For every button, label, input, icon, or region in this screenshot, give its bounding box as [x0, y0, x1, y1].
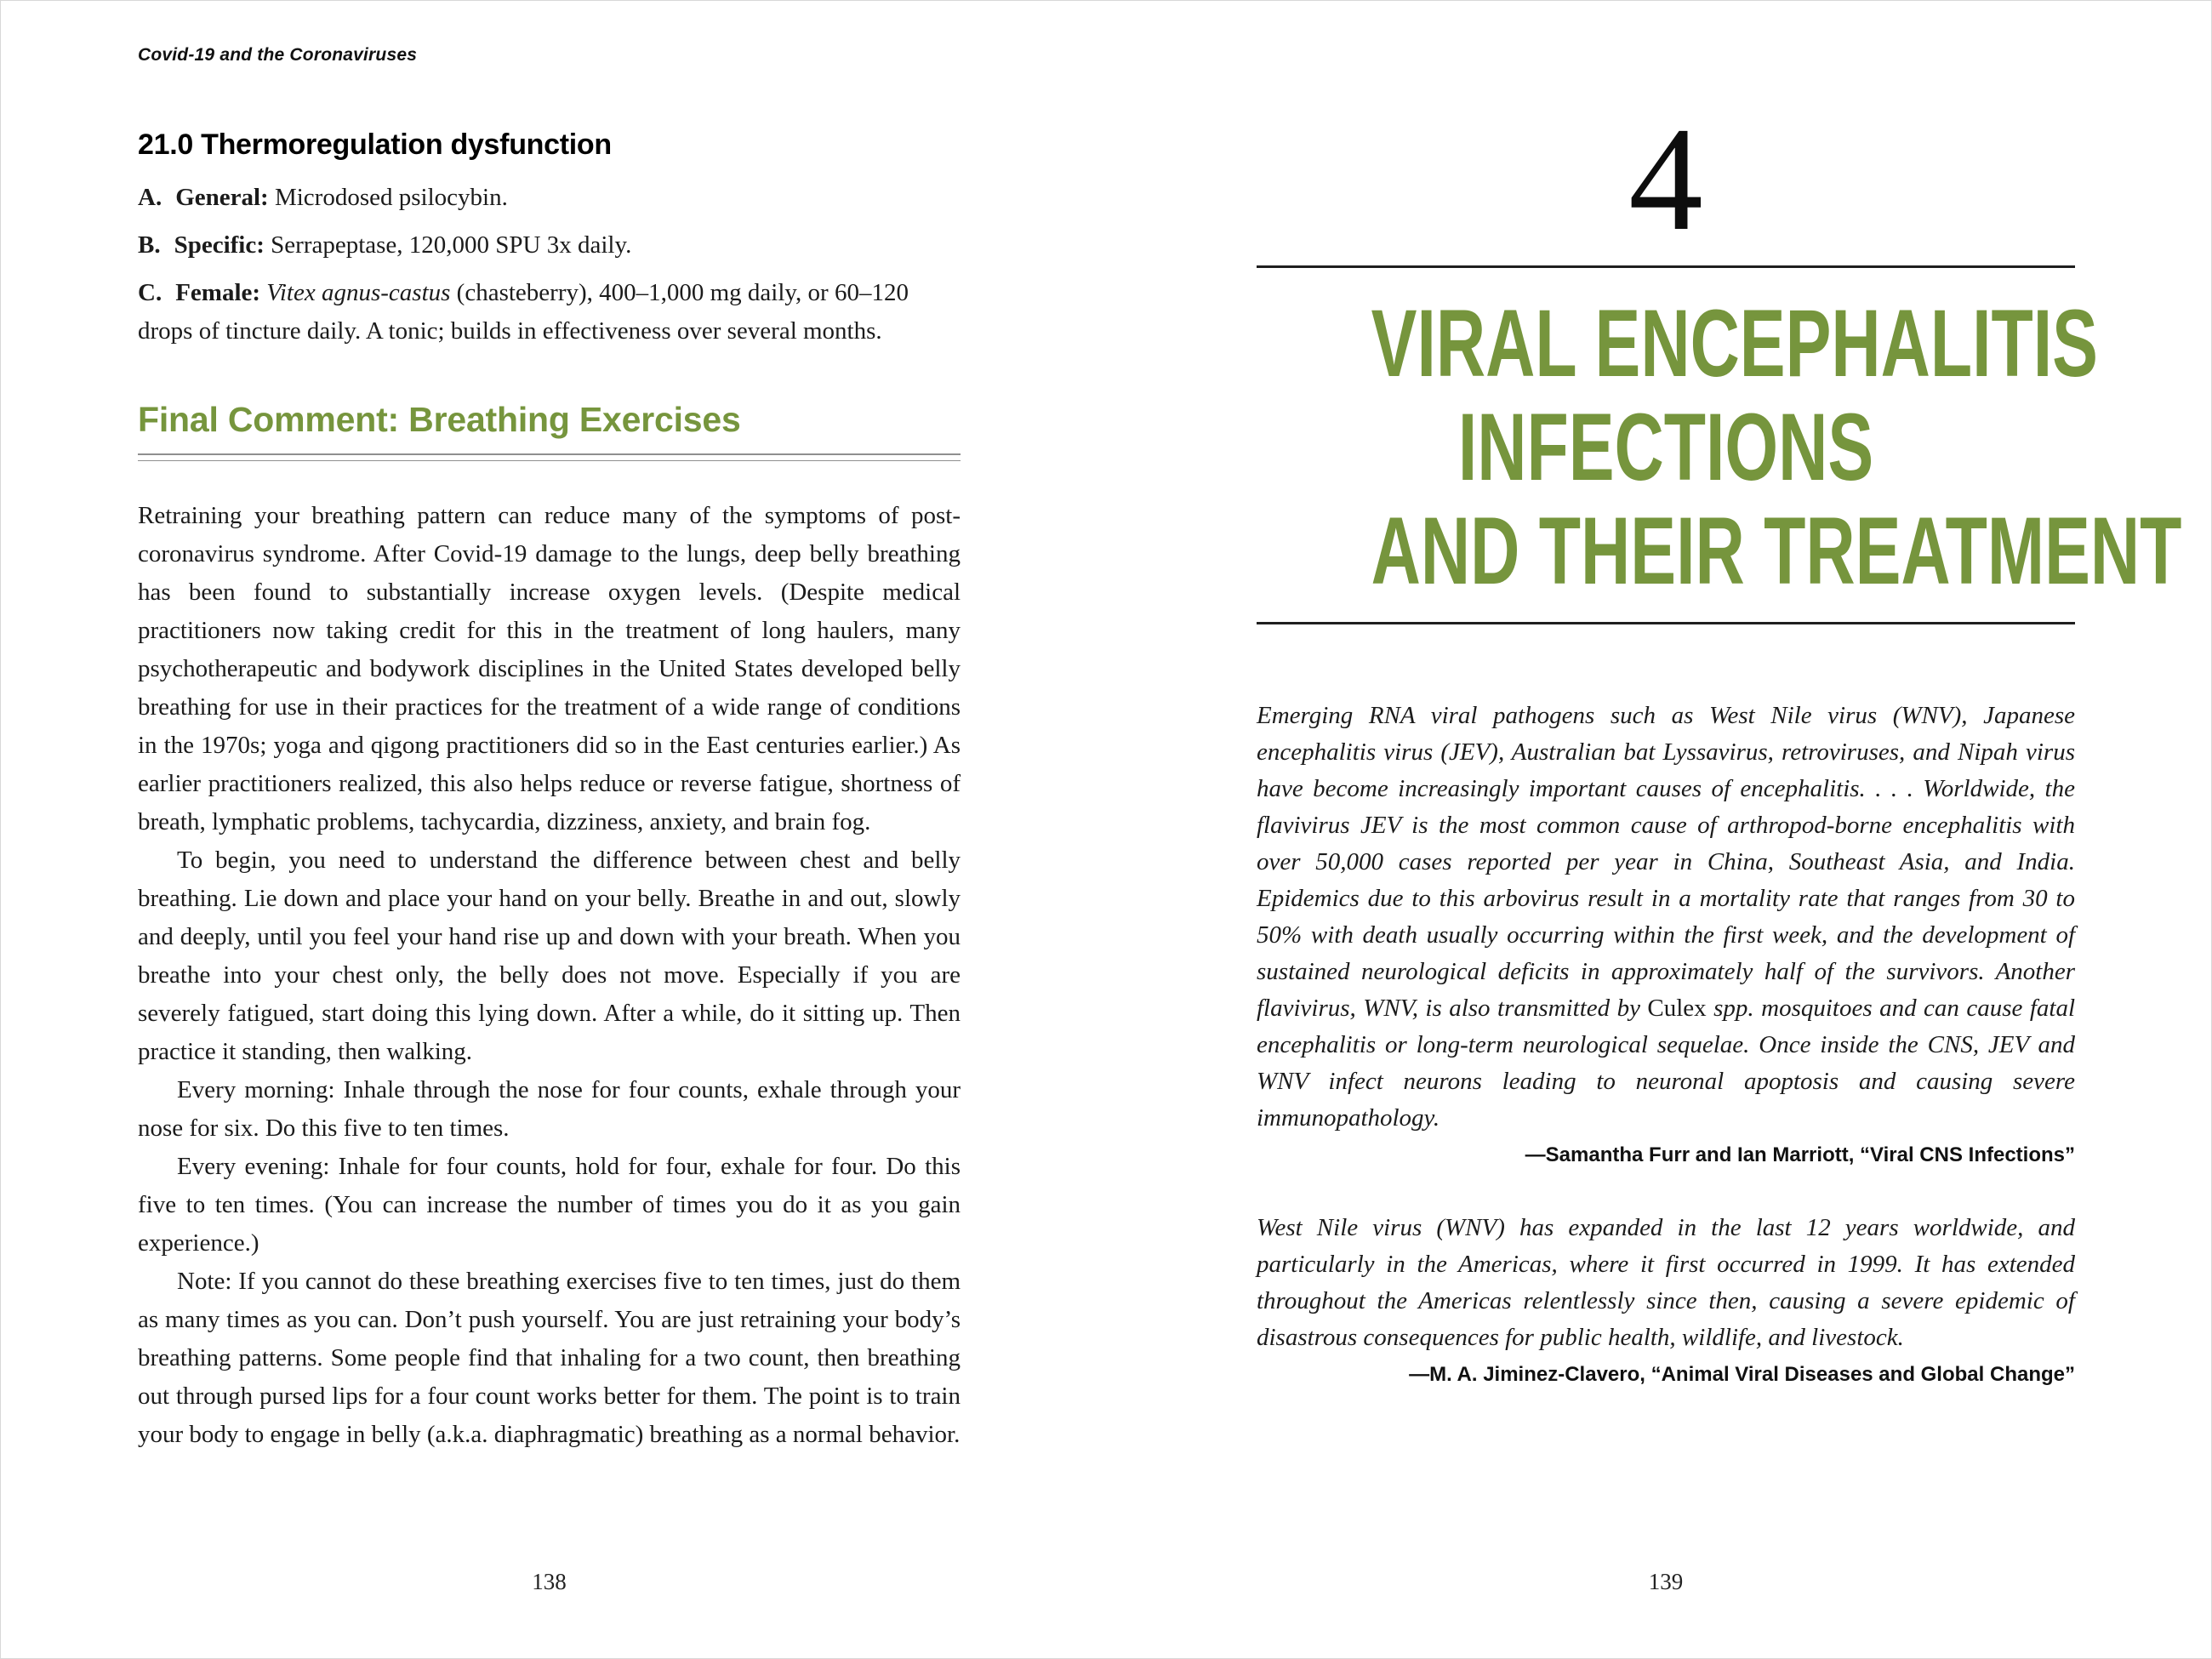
- list-item-italic: Vitex agnus-castus: [266, 279, 451, 306]
- list-item-label: Specific:: [174, 231, 265, 259]
- paragraph: Every evening: Inhale for four counts, hold for four, exhale for four. Do this five to ten times. (You can increase the number of times you do it as you gain experience.): [138, 1153, 961, 1257]
- list-item: [138, 226, 961, 265]
- chapter-number-rule: [1257, 265, 2075, 268]
- body-text: [138, 497, 961, 1454]
- list-item: [138, 179, 961, 217]
- epigraph-1-genus: Culex: [1647, 995, 1707, 1022]
- chapter-number: 4: [1628, 96, 1703, 261]
- list-item-letter: B.: [138, 231, 161, 259]
- epigraph-1-text: Emerging RNA viral pathogens such as West Nile virus (WNV), Japanese encephalitis virus (JEV), Australian bat Lyssavirus, retroviruses, and Nipah virus have become increasingly important causes of encephalitis. . . . Worldwide, the flavivirus JEV is the most common cause of arthropod-borne encephalitis with over 50,000 cases reported per year in China, Southeast Asia, and India. Epidemics due to this arbovirus result in a mortality rate that ranges from 30 to 50% with death usually occurring within the first week, and the development of sustained neurological deficits in approximately half of the survivors. Another flavivirus, WNV, is also transmitted by: [1257, 702, 2075, 1022]
- final-comment-heading: Final Comment: Breathing Exercises: [138, 400, 741, 439]
- chapter-title: [1257, 290, 2182, 604]
- epigraph-1-text-cont: spp. mosquitoes and can cause fatal encephalitis or long-term neurological sequelae. Once inside the CNS, JEV and WNV infect neurons leading to neuronal apoptosis and causing severe immunopathology.: [1257, 995, 2075, 1132]
- chapter-title-line: VIRAL ENCEPHALITIS: [1371, 290, 2098, 396]
- list-item-label: Female:: [175, 279, 261, 306]
- remedy-list: [138, 179, 961, 351]
- running-header: Covid-19 and the Coronaviruses: [138, 45, 418, 65]
- chapter-title-rule: [1257, 622, 2075, 624]
- list-item-text: Microdosed psilocybin.: [274, 184, 508, 211]
- list-item-text: (chasteberry), 400–1,000 mg daily, or 60–120 drops of tincture daily. A tonic; builds in effectiveness over several months.: [138, 279, 909, 345]
- paragraph: To begin, you need to understand the difference between chest and belly breathing. Lie down and place your hand on your belly. Breathe in and out, slowly and deeply, until you feel your hand rise up and down with your breath. When you breathe into your chest only, the belly does not move. Especially if you are severely fatigued, start doing this lying down. After a while, do it sitting up. Then practice it standing, then walking.: [138, 847, 961, 1065]
- epigraph-1: [1257, 698, 2075, 1137]
- left-page: [138, 45, 961, 1454]
- chapter-title-line: INFECTIONS: [1457, 394, 1874, 500]
- paragraph: Retraining your breathing pattern can reduce many of the symptoms of post-coronavirus syndrome. After Covid-19 damage to the lungs, deep belly breathing has been found to substantially increase oxygen levels. (Despite medical practitioners now taking credit for this in the treatment of long haulers, many psychotherapeutic and bodywork disciplines in the United States developed belly breathing for use in their practices for the treatment of a wide range of conditions in the 1970s; yoga and qigong practitioners did so in the East centuries earlier.) As earlier practitioners realized, this also helps reduce or reverse fatigue, shortness of breath, lymphatic problems, tachycardia, dizziness, anxiety, and brain fog.: [138, 502, 961, 835]
- paragraph: Every morning: Inhale through the nose for four counts, exhale through your nose for six. Do this five to ten times.: [138, 1076, 961, 1142]
- list-item-text: Serrapeptase, 120,000 SPU 3x daily.: [271, 231, 632, 259]
- page-number-right: 139: [1648, 1569, 1684, 1594]
- chapter-title-line: AND THEIR TREATMENT: [1371, 498, 2182, 604]
- list-item-label: General:: [175, 184, 269, 211]
- paragraph: Note: If you cannot do these breathing exercises five to ten times, just do them as many times as you can. Don’t push yourself. You are just retraining your body’s breathing patterns. Some people find that inhaling for a two count, then breathing out through pursed lips for a four count works better for them. The point is to train your body to engage in belly (a.k.a. diaphragmatic) breathing as a normal behavior.: [138, 1268, 961, 1448]
- right-page: [1257, 1, 2182, 1387]
- list-item-letter: C.: [138, 279, 162, 306]
- epigraph-1-attribution: —Samantha Furr and Ian Marriott, “Viral CNS Infections”: [1525, 1143, 2075, 1166]
- page-number-left: 138: [532, 1569, 567, 1594]
- list-item-letter: A.: [138, 184, 162, 211]
- epigraph-2: West Nile virus (WNV) has expanded in the last 12 years worldwide, and particularly in the Americas, where it first occurred in 1999. It has extended throughout the Americas relentlessly since then, causing a severe epidemic of disastrous consequences for public health, wildlife, and livestock.: [1257, 1214, 2075, 1351]
- section-heading: 21.0 Thermoregulation dysfunction: [138, 128, 612, 161]
- list-item: [138, 274, 961, 351]
- heading-double-rule: [138, 453, 961, 461]
- epigraph-2-attribution: —M. A. Jiminez-Clavero, “Animal Viral Diseases and Global Change”: [1409, 1363, 2075, 1386]
